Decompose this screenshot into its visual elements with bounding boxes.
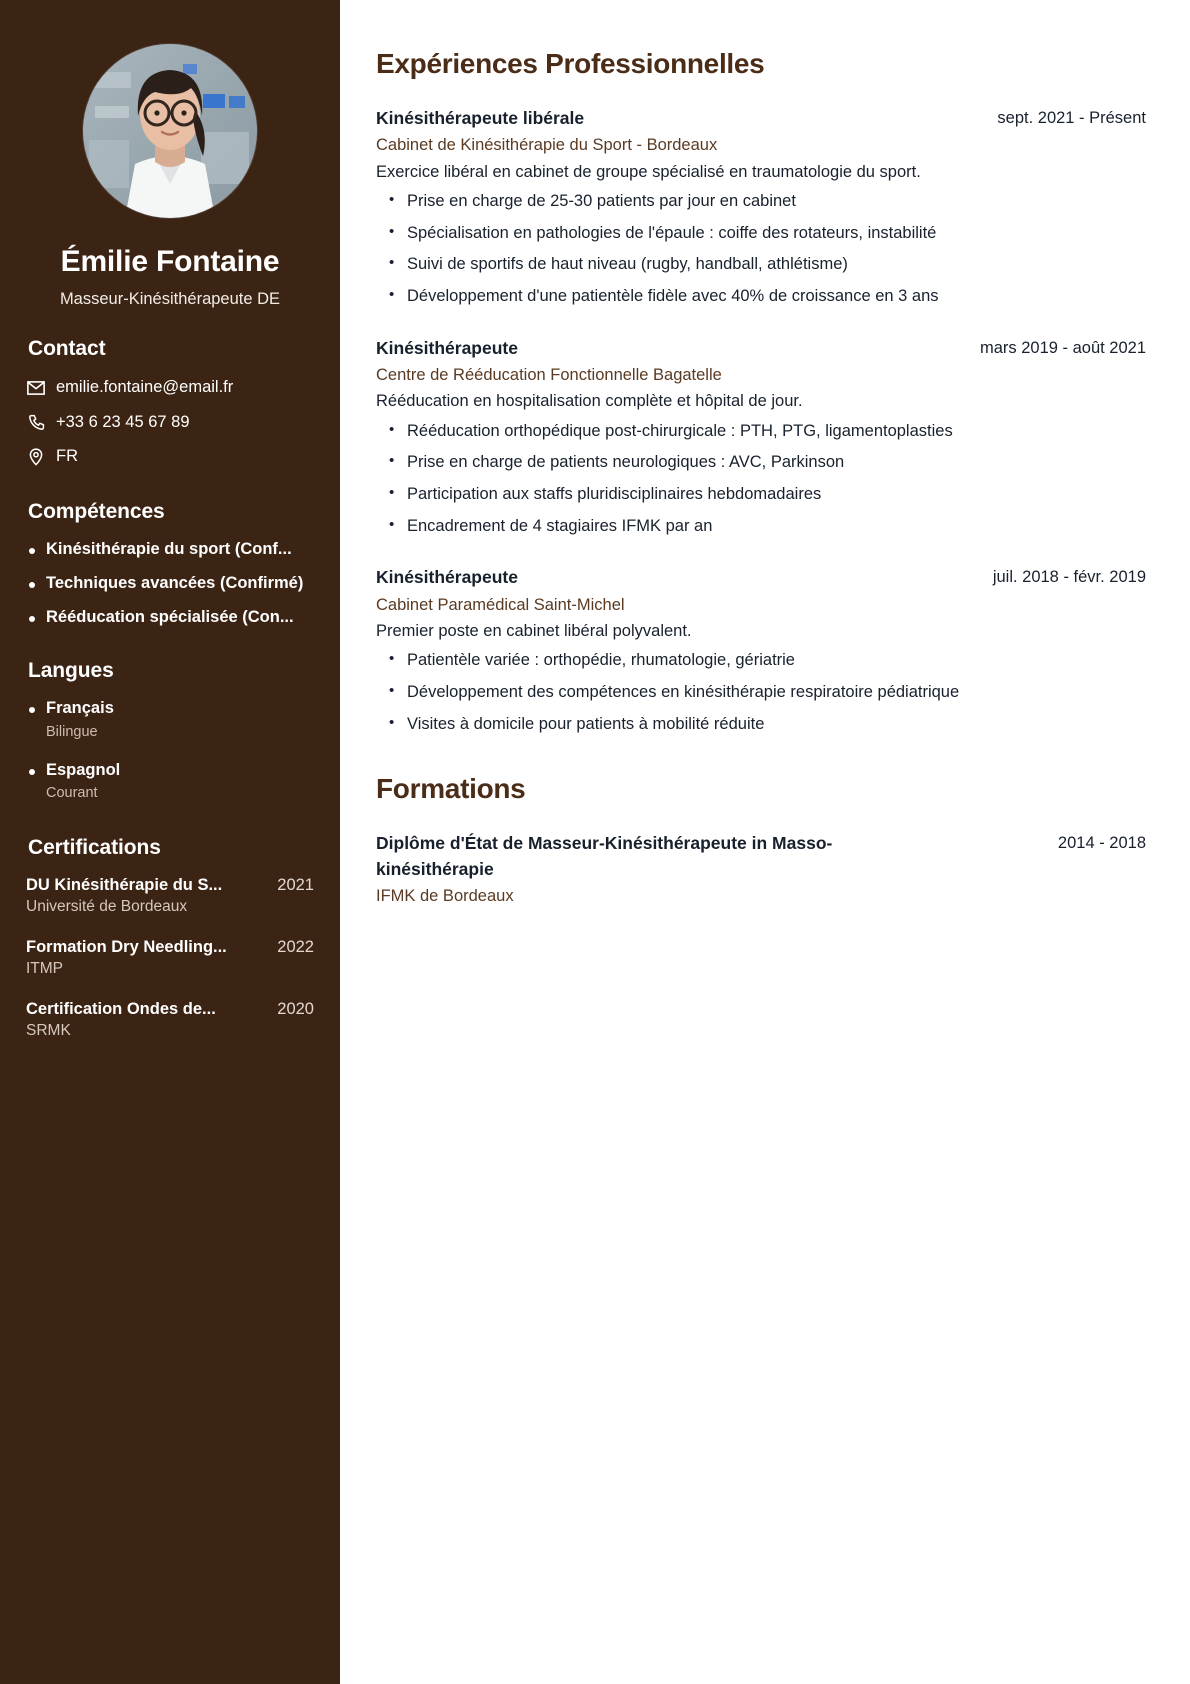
avatar <box>83 44 257 218</box>
certification-issuer: SRMK <box>26 1021 71 1039</box>
certification-header <box>26 936 314 958</box>
experience-organization: Cabinet Paramédical Saint-Michel <box>376 595 625 614</box>
skills-section <box>26 500 314 630</box>
contact-phone[interactable] <box>26 410 314 436</box>
list-item <box>26 998 314 1042</box>
list-item: • Suivi de sportifs de haut niveau (rugby, handball, athlétisme) <box>376 252 1036 278</box>
certification-name: Formation Dry Needling... <box>26 937 227 956</box>
list-item: • Encadrement de 4 stagiaires IFMK par an <box>376 514 1036 540</box>
list-item: • Prise en charge de 25-30 patients par jour en cabinet <box>376 189 1036 215</box>
certifications-list <box>26 874 314 1042</box>
languages-list <box>26 697 314 805</box>
avatar-wrap <box>26 44 314 218</box>
skills-heading: Compétences <box>28 499 165 523</box>
experience-date: sept. 2021 - Présent <box>997 109 1146 127</box>
list-item <box>26 936 314 980</box>
list-item: Techniques avancées (Confirmé) <box>26 572 314 596</box>
education-header <box>376 831 1146 882</box>
experience-date: juil. 2018 - févr. 2019 <box>992 568 1146 587</box>
experience-bullets <box>376 648 1146 737</box>
list-item: • Prise en charge de patients neurologiques : AVC, Parkinson <box>376 450 1036 476</box>
skills-list <box>26 538 314 630</box>
certification-header <box>26 998 314 1020</box>
experience-bullets <box>376 189 1146 309</box>
list-item: Rééducation spécialisée (Con... <box>26 606 314 630</box>
languages-section <box>26 659 314 805</box>
list-item: Kinésithérapie du sport (Conf... <box>26 538 314 562</box>
certification-year: 2021 <box>277 875 314 894</box>
experience-title: Kinésithérapeute libérale <box>376 108 585 128</box>
contact-email[interactable] <box>26 375 314 401</box>
profile-photo-illustration <box>83 44 257 218</box>
education-school: IFMK de Bordeaux <box>376 886 514 905</box>
location-pin-icon <box>26 448 46 466</box>
education-entry <box>376 831 1146 909</box>
education-degree: Diplôme d'État de Masseur-Kinésithérapeute in Masso-kinésithérapie <box>376 833 833 879</box>
language-level: Bilingue <box>46 724 98 741</box>
experience-header <box>376 336 1146 361</box>
contact-phone-value: +33 6 23 45 67 89 <box>56 412 190 431</box>
experience-title: Kinésithérapeute <box>376 337 518 358</box>
education-date: 2014 - 2018 <box>1057 834 1146 853</box>
contact-list <box>26 375 314 470</box>
experience-organization: Cabinet de Kinésithérapie du Sport - Bordeaux <box>376 136 718 155</box>
experience-header <box>376 106 1146 131</box>
main-content <box>340 0 1190 1684</box>
experience-description: Rééducation en hospitalisation complète et hôpital de jour. <box>376 392 803 411</box>
list-item <box>26 874 314 918</box>
language-name: Espagnol <box>46 760 121 779</box>
experience-description: Premier poste en cabinet libéral polyvalent. <box>376 621 692 640</box>
list-item: • Visites à domicile pour patients à mobilité réduite <box>376 712 1036 738</box>
list-item <box>26 759 314 806</box>
experience-title: Kinésithérapeute <box>376 567 518 588</box>
certification-year: 2022 <box>277 937 314 956</box>
experience-description: Exercice libéral en cabinet de groupe spécialisé en traumatologie du sport. <box>376 162 921 181</box>
contact-section <box>26 337 314 470</box>
experience-bullets <box>376 419 1146 539</box>
contact-location-value: FR <box>56 447 78 466</box>
person-job-title: Masseur-Kinésithérapeute DE <box>59 290 281 308</box>
certification-name: Certification Ondes de... <box>26 999 216 1018</box>
certification-year: 2020 <box>277 999 314 1018</box>
sidebar <box>0 0 340 1684</box>
contact-email-value: emilie.fontaine@email.fr <box>56 378 234 396</box>
experience-organization: Centre de Rééducation Fonctionnelle Bagatelle <box>376 365 722 384</box>
education-heading: Formations <box>376 773 526 805</box>
experience-entry <box>376 565 1146 737</box>
list-item: • Développement des compétences en kinésithérapie respiratoire pédiatrique <box>376 680 1036 706</box>
languages-heading: Langues <box>28 659 114 683</box>
certifications-section <box>26 836 314 1042</box>
certifications-heading: Certifications <box>28 835 161 859</box>
certification-header <box>26 874 314 896</box>
experience-date: mars 2019 - août 2021 <box>979 338 1146 357</box>
list-item: • Développement d'une patientèle fidèle avec 40% de croissance en 3 ans <box>376 284 1036 310</box>
list-item: • Patientèle variée : orthopédie, rhumatologie, gériatrie <box>376 648 1036 674</box>
experience-header <box>376 565 1146 590</box>
certification-issuer: Université de Bordeaux <box>26 897 188 915</box>
experience-entry <box>376 106 1146 310</box>
experience-entry <box>376 336 1146 540</box>
list-item: • Participation aux staffs pluridisciplinaires hebdomadaires <box>376 482 1036 508</box>
envelope-icon <box>26 381 46 395</box>
list-item: • Rééducation orthopédique post-chirurgicale : PTH, PTG, ligamentoplasties <box>376 419 1036 445</box>
language-level: Courant <box>46 785 98 802</box>
contact-location[interactable] <box>26 444 314 470</box>
phone-icon <box>26 414 46 431</box>
certification-issuer: ITMP <box>26 959 64 977</box>
language-name: Français <box>46 699 114 718</box>
certification-name: DU Kinésithérapie du S... <box>26 875 223 894</box>
list-item <box>26 697 314 744</box>
contact-heading: Contact <box>28 337 106 360</box>
person-name: Émilie Fontaine <box>60 245 280 278</box>
list-item: • Spécialisation en pathologies de l'épaule : coiffe des rotateurs, instabilité <box>376 221 1036 247</box>
page-title: Expériences Professionnelles <box>376 48 765 79</box>
